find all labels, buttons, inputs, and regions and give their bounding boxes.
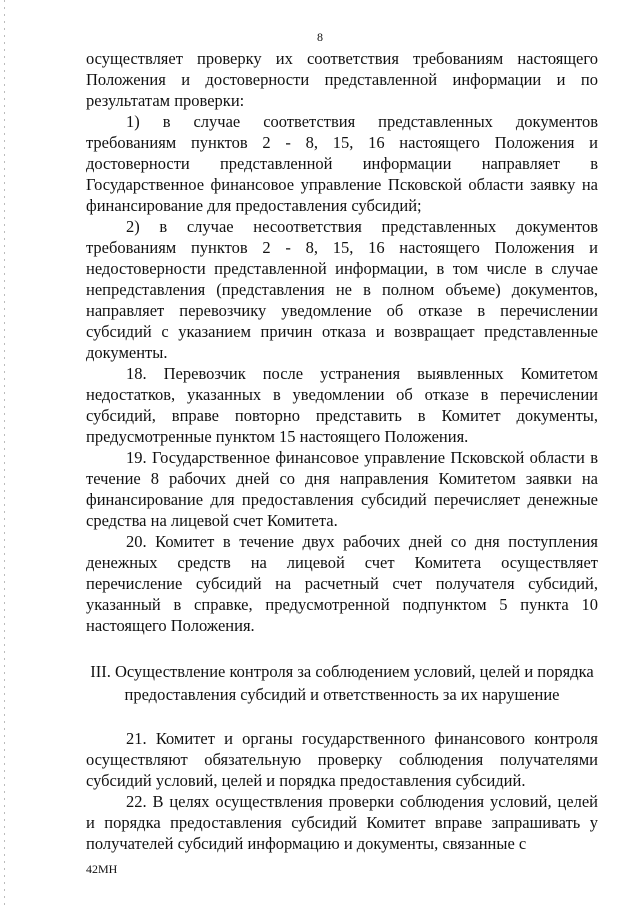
paragraph-item-1: 1) в случае соответствия представленных документов требованиям пунктов 2 - 8, 15, 16 настоящего Положения и достоверности представленной информации направляет в Государственное финансовое управление Псковской области заявку на финансирование для предоставления субсидий; [86, 112, 598, 215]
paragraph-20: 20. Комитет в течение двух рабочих дней со дня поступления денежных средств на лицевой счет Комитета осуществляет перечисление субсидий на расчетный счет получателя субсидий, указанный в справке, предусмотренной подпунктом 5 пункта 10 настоящего Положения. [86, 532, 598, 635]
footer-code: 42МН [86, 862, 118, 876]
section-heading [86, 660, 598, 706]
section-heading-line-2: предоставления субсидий и ответственность за их нарушение [124, 685, 560, 704]
scan-edge-mark [4, 0, 5, 905]
section-heading-line-1: III. Осуществление контроля за соблюдением условий, целей и порядка [90, 662, 594, 681]
paragraph-item-2: 2) в случае несоответствия представленных документов требованиям пунктов 2 - 8, 15, 16 настоящего Положения и недостоверности представленной информации, в том числе в случае непредставления (представления не в полном объеме) документов, направляет перевозчику уведомление об отказе в перечислении субсидий с указанием причин отказа и возвращает представленные документы. [86, 217, 598, 362]
paragraph-18: 18. Перевозчик после устранения выявленных Комитетом недостатков, указанных в уведомлении об отказе в перечислении субсидий, вправе повторно представить в Комитет документы, предусмотренные пунктом 15 настоящего Положения. [86, 364, 598, 446]
document-body [86, 48, 598, 854]
paragraph-continuation: осуществляет проверку их соответствия требованиям настоящего Положения и достоверности представленной информации и по результатам проверки: [86, 49, 598, 110]
paragraph-21: 21. Комитет и органы государственного финансового контроля осуществляют обязательную проверку соблюдения получателями субсидий условий, целей и порядка предоставления субсидий. [86, 729, 598, 790]
paragraph-19: 19. Государственное финансовое управление Псковской области в течение 8 рабочих дней со дня направления Комитетом заявки на финансирование для предоставления субсидий перечисляет денежные средства на лицевой счет Комитета. [86, 448, 598, 530]
paragraph-22: 22. В целях осуществления проверки соблюдения условий, целей и порядка предоставления субсидий Комитет вправе запрашивать у получателей субсидий информацию и документы, связанные с [86, 792, 598, 853]
page-number: 8 [317, 30, 323, 44]
